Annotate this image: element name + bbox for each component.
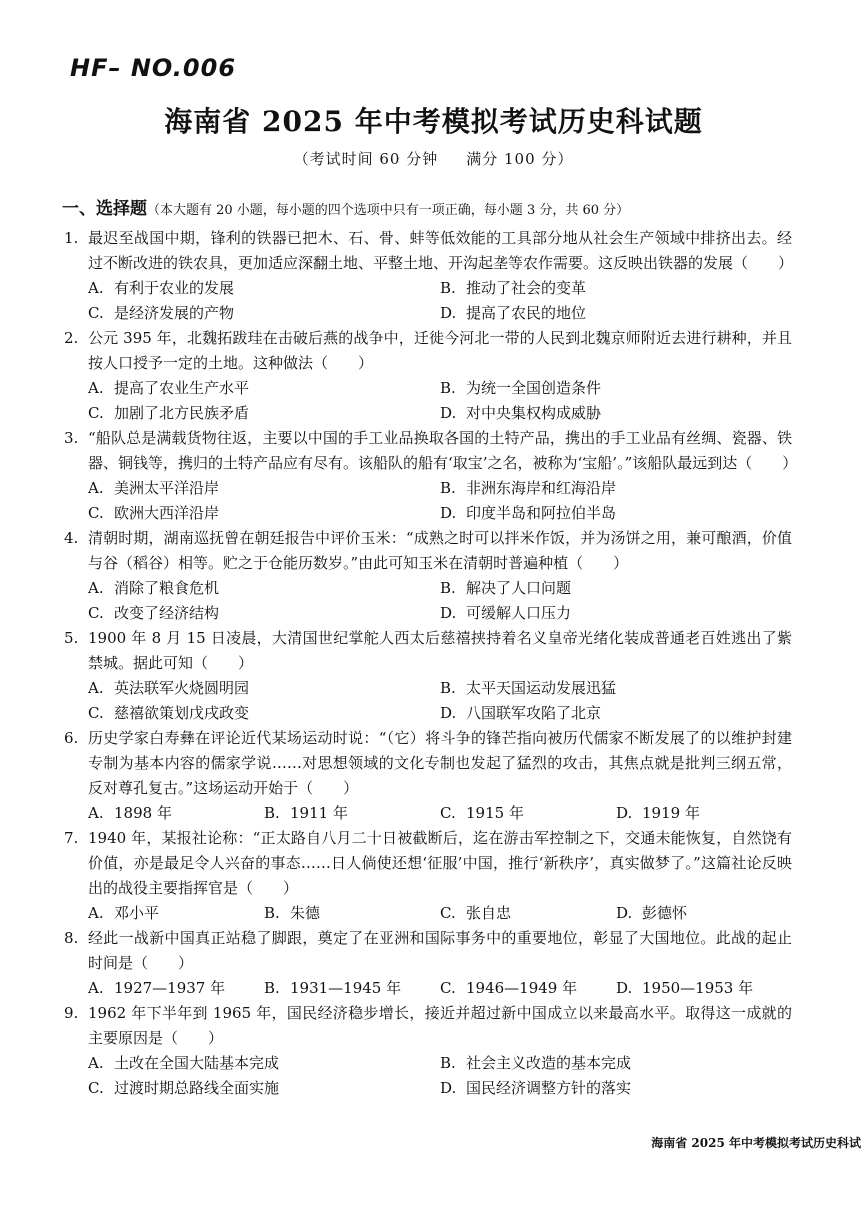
option-letter: B.: [440, 679, 456, 697]
question-number: 4.: [64, 529, 79, 547]
option-a[interactable]: [88, 801, 264, 826]
option-d[interactable]: [440, 701, 792, 726]
option-a[interactable]: [88, 676, 440, 701]
option-a[interactable]: [88, 476, 440, 501]
question-stem: 历史学家白寿彝在评论近代某场运动时说：“（它）将斗争的锋芒指向被历代儒家不断发展了的以维护封建专制为基本内容的儒家学说……对思想领域的文化专制也发起了猛烈的攻击，其焦点就是批判三纲五常，反对尊孔复古。”这场运动开始于（ ）: [88, 729, 792, 797]
page-footer: 海南省 2025 年中考模拟考试历史科试: [651, 1136, 861, 1150]
question-3: [62, 426, 798, 526]
option-text: 1927—1937 年: [114, 979, 226, 997]
option-text: 提高了农业生产水平: [114, 379, 250, 397]
question-7: [62, 826, 792, 926]
question-number: 5.: [64, 629, 79, 647]
question-6: [62, 726, 792, 826]
option-d[interactable]: [440, 501, 792, 526]
option-text: 消除了粮食危机: [114, 579, 220, 597]
options: [88, 276, 792, 326]
option-letter: B.: [264, 804, 280, 822]
question-number: 9.: [64, 1004, 79, 1022]
option-c[interactable]: [88, 601, 440, 626]
option-letter: A.: [88, 279, 104, 297]
option-b[interactable]: [440, 1051, 792, 1076]
option-a[interactable]: [88, 576, 440, 601]
question-stem: 经此一战新中国真正站稳了脚跟，奠定了在亚洲和国际事务中的重要地位，彰显了大国地位。此战的起止时间是（ ）: [88, 929, 792, 972]
option-c[interactable]: [440, 901, 616, 926]
option-text: 为统一全国创造条件: [466, 379, 602, 397]
options: [88, 576, 792, 626]
option-text: 1898 年: [114, 804, 172, 822]
options: [88, 476, 792, 526]
option-letter: D.: [440, 504, 457, 522]
option-letter: B.: [440, 1054, 456, 1072]
option-text: 土改在全国大陆基本完成: [114, 1054, 280, 1072]
options: [88, 901, 792, 926]
option-letter: A.: [88, 979, 104, 997]
option-text: 对中央集权构成威胁: [466, 404, 602, 422]
option-letter: C.: [440, 979, 456, 997]
option-text: 1931—1945 年: [290, 979, 402, 997]
options: [88, 676, 792, 726]
option-b[interactable]: [440, 576, 792, 601]
question-stem: 1900 年 8 月 15 日凌晨，大清国世纪掌舵人西太后慈禧挟持着名义皇帝光绪化装成普通老百姓逃出了紫禁城。据此可知（ ）: [88, 629, 792, 672]
option-d[interactable]: [440, 1076, 792, 1101]
option-text: 欧洲大西洋沿岸: [114, 504, 220, 522]
option-d[interactable]: [616, 801, 792, 826]
option-text: 1911 年: [290, 804, 348, 822]
option-text: 加剧了北方民族矛盾: [114, 404, 250, 422]
option-letter: C.: [88, 304, 104, 322]
option-text: 解决了人口问题: [466, 579, 572, 597]
option-text: 彭德怀: [642, 904, 688, 922]
option-c[interactable]: [88, 501, 440, 526]
questions-container: [62, 226, 798, 1101]
section-note: （本大题有 20 小题，每小题的四个选项中只有一项正确，每小题 3 分，共 60 分）: [147, 203, 630, 218]
question-stem: 清朝时期，湖南巡抚曾在朝廷报告中评价玉米：“成熟之时可以拌米作饭，并为汤饼之用，兼可酿酒，价值与谷（稻谷）相等。贮之于仓能历数岁。”由此可知玉米在清朝时普遍种植（ ）: [88, 529, 792, 572]
option-text: 社会主义改造的基本完成: [466, 1054, 632, 1072]
question-number: 1.: [64, 229, 79, 247]
option-text: 太平天国运动发展迅猛: [466, 679, 617, 697]
option-text: 1946—1949 年: [466, 979, 578, 997]
option-c[interactable]: [440, 801, 616, 826]
question-1: [62, 226, 792, 326]
option-letter: D.: [616, 804, 633, 822]
question-list: [62, 196, 798, 1101]
question-2: [62, 326, 792, 426]
option-text: 美洲太平洋沿岸: [114, 479, 220, 497]
question-9: [62, 1001, 792, 1101]
option-d[interactable]: [440, 401, 792, 426]
option-text: 是经济发展的产物: [114, 304, 235, 322]
option-letter: B.: [440, 579, 456, 597]
option-text: 朱德: [290, 904, 321, 922]
option-letter: C.: [440, 804, 456, 822]
question-number: 6.: [64, 729, 79, 747]
option-text: 印度半岛和阿拉伯半岛: [466, 504, 617, 522]
section-header: [62, 196, 792, 224]
option-a[interactable]: [88, 276, 440, 301]
section-heading: 一、选择题: [62, 199, 147, 219]
option-letter: C.: [88, 404, 104, 422]
option-b[interactable]: [440, 276, 792, 301]
option-letter: D.: [440, 704, 457, 722]
option-c[interactable]: [440, 976, 616, 1001]
option-letter: D.: [440, 604, 457, 622]
option-a[interactable]: [88, 976, 264, 1001]
option-c[interactable]: [88, 401, 440, 426]
option-letter: A.: [88, 479, 104, 497]
option-text: 有利于农业的发展: [114, 279, 235, 297]
option-b[interactable]: [264, 976, 440, 1001]
option-letter: A.: [88, 904, 104, 922]
option-letter: B.: [440, 379, 456, 397]
options: [88, 976, 792, 1001]
option-letter: A.: [88, 679, 104, 697]
option-letter: C.: [88, 604, 104, 622]
question-5: [62, 626, 792, 726]
option-b[interactable]: [264, 801, 440, 826]
option-b[interactable]: [440, 476, 792, 501]
option-d[interactable]: [440, 601, 792, 626]
option-d[interactable]: [616, 976, 792, 1001]
question-number: 2.: [64, 329, 79, 347]
option-text: 张自忠: [466, 904, 512, 922]
option-letter: C.: [88, 1079, 104, 1097]
exam-info: [0, 148, 867, 169]
option-b[interactable]: [264, 901, 440, 926]
option-text: 过渡时期总路线全面实施: [114, 1079, 280, 1097]
option-d[interactable]: [440, 301, 792, 326]
option-text: 邓小平: [114, 904, 160, 922]
option-d[interactable]: [616, 901, 792, 926]
exam-time: （考试时间 60 分钟: [293, 150, 439, 168]
question-stem: “船队总是满载货物往返，主要以中国的手工业品换取各国的土特产品，携出的手工业品有丝绸、瓷器、铁器、铜钱等，携归的土特产品应有尽有。该船队的船有‘取宝’之名，被称为‘宝船’。”该船队最远到达（ ）: [88, 429, 798, 472]
option-text: 改变了经济结构: [114, 604, 220, 622]
option-c[interactable]: [88, 701, 440, 726]
question-stem: 公元 395 年，北魏拓跋珪在击破后燕的战争中，迁徙今河北一带的人民到北魏京师附近去进行耕种，并且按人口授予一定的土地。这种做法（ ）: [88, 329, 792, 372]
option-letter: B.: [264, 979, 280, 997]
question-number: 8.: [64, 929, 79, 947]
question-8: [62, 926, 792, 1001]
options: [88, 376, 792, 426]
option-text: 慈禧欲策划戊戌政变: [114, 704, 250, 722]
option-a[interactable]: [88, 901, 264, 926]
option-b[interactable]: [440, 676, 792, 701]
option-letter: A.: [88, 579, 104, 597]
option-b[interactable]: [440, 376, 792, 401]
option-text: 提高了农民的地位: [466, 304, 587, 322]
question-stem: 1962 年下半年到 1965 年，国民经济稳步增长，接近并超过新中国成立以来最高水平。取得这一成就的主要原因是（ ）: [88, 1004, 792, 1047]
option-letter: C.: [88, 504, 104, 522]
option-letter: D.: [440, 1079, 457, 1097]
question-number: 7.: [64, 829, 79, 847]
option-letter: A.: [88, 804, 104, 822]
option-text: 可缓解人口压力: [466, 604, 572, 622]
options: [88, 1051, 792, 1101]
option-text: 1919 年: [642, 804, 700, 822]
option-letter: C.: [88, 704, 104, 722]
option-text: 推动了社会的变革: [466, 279, 587, 297]
option-a[interactable]: [88, 376, 440, 401]
option-text: 非洲东海岸和红海沿岸: [466, 479, 617, 497]
option-text: 英法联军火烧圆明园: [114, 679, 250, 697]
option-c[interactable]: [88, 1076, 440, 1101]
option-letter: B.: [440, 479, 456, 497]
option-letter: A.: [88, 379, 104, 397]
option-letter: A.: [88, 1054, 104, 1072]
option-text: 1915 年: [466, 804, 524, 822]
option-letter: D.: [440, 404, 457, 422]
question-number: 3.: [64, 429, 79, 447]
exam-score: 满分 100 分）: [466, 150, 574, 168]
question-stem: 最迟至战国中期，锋利的铁器已把木、石、骨、蚌等低效能的工具部分地从社会生产领域中排挤出去。经过不断改进的铁农具，更加适应深翻土地、平整土地、开沟起垄等农作需要。这反映出铁器的发展（ ）: [88, 229, 794, 272]
option-letter: D.: [440, 304, 457, 322]
question-stem: 1940 年，某报社论称：“正太路自八月二十日被截断后，迄在游击军控制之下，交通未能恢复，自然饶有价值，亦是最足令人兴奋的事态……日人倘使还想‘征服’中国，推行‘新秩序’，真实做梦了。”这篇社论反映出的战役主要指挥官是（ ）: [88, 829, 792, 897]
option-letter: B.: [440, 279, 456, 297]
option-text: 1950—1953 年: [642, 979, 754, 997]
page-title: 海南省 2025 年中考模拟考试历史科试题: [164, 105, 703, 138]
option-letter: C.: [440, 904, 456, 922]
option-a[interactable]: [88, 1051, 440, 1076]
question-4: [62, 526, 792, 626]
option-letter: D.: [616, 979, 633, 997]
option-c[interactable]: [88, 301, 440, 326]
option-text: 国民经济调整方针的落实: [466, 1079, 632, 1097]
options: [88, 801, 792, 826]
option-text: 八国联军攻陷了北京: [466, 704, 602, 722]
option-letter: B.: [264, 904, 280, 922]
option-letter: D.: [616, 904, 633, 922]
paper-code: HF– NO.006: [70, 54, 237, 82]
